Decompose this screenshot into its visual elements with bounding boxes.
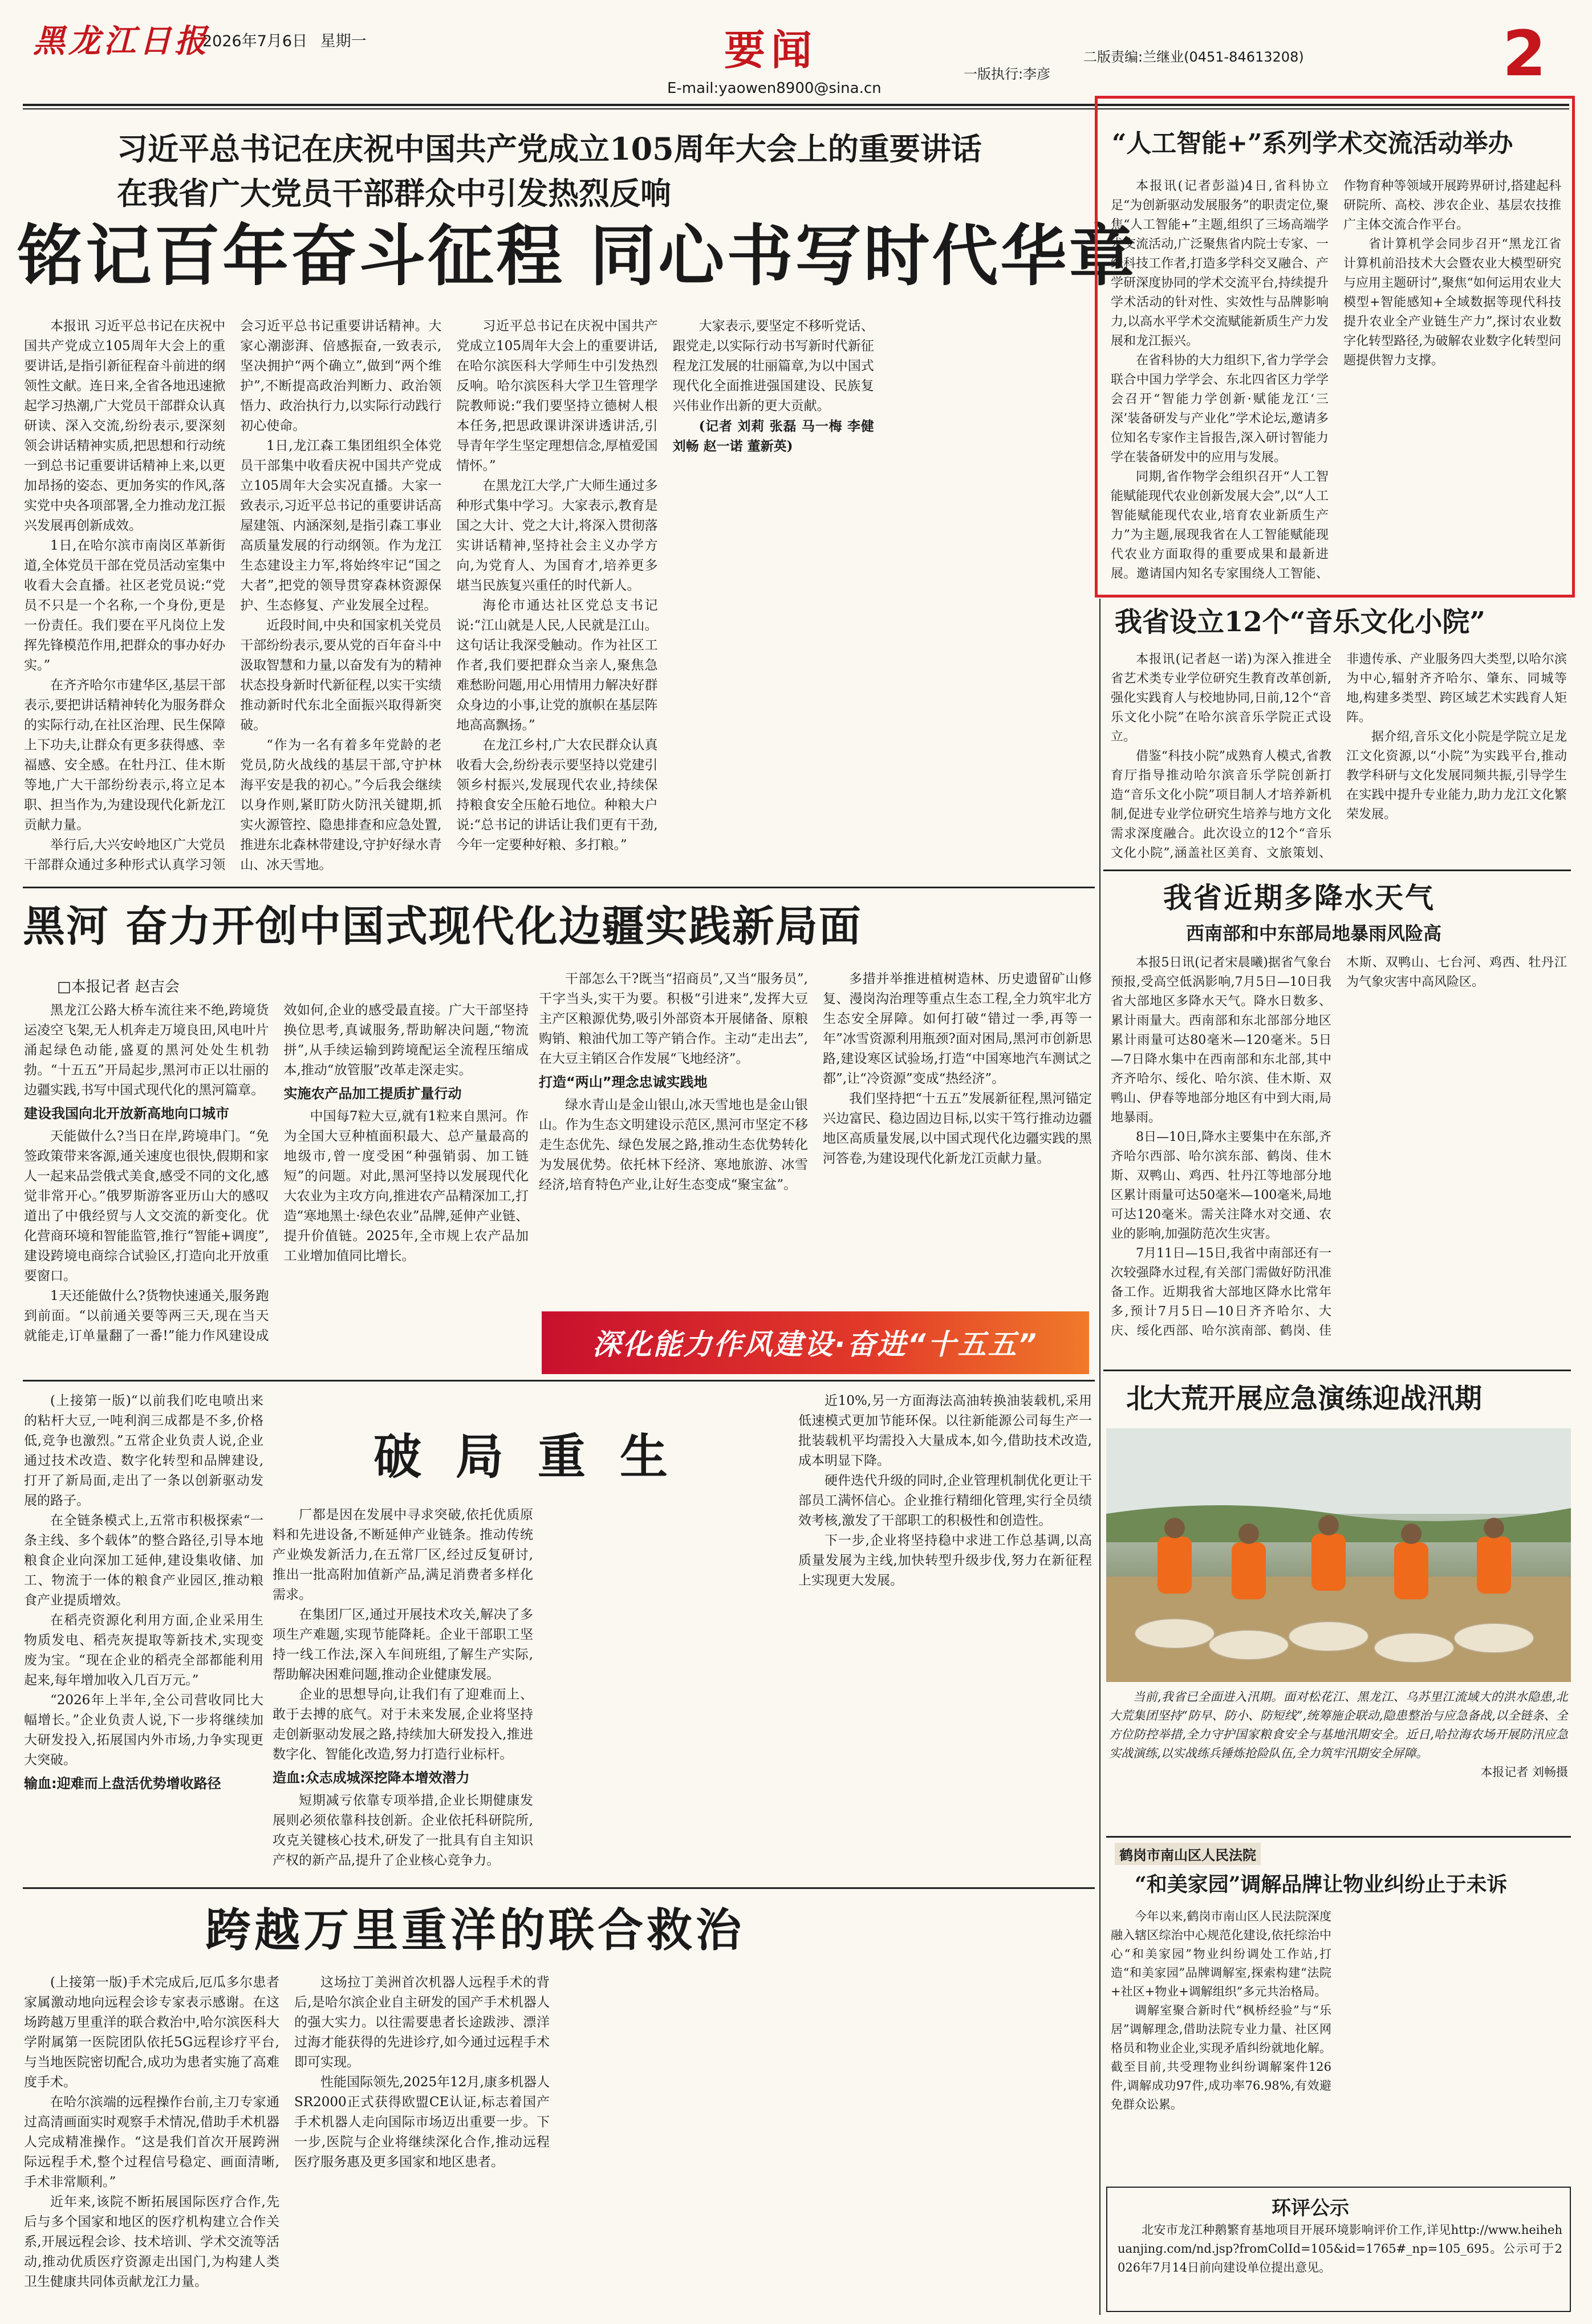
lead-paragraph: 大家表示,要坚定不移听党话、跟党走,以实际行动书写新时代新征程龙江发展的壮丽篇章,为以中国式现代化全面推进强国建设、民族复兴伟业作出新的更大贡献。 — [672, 319, 874, 413]
polu-paragraph: 企业的思想导向,让我们有了迎难而上、敢于去搏的底气。对于未来发展,企业将坚持走创新驱动发展之路,持续加大研发投入,推进数字化、智能化改造,努力打造行业标杆。 — [273, 1687, 533, 1762]
weather-body — [1111, 953, 1567, 1355]
drill-photo-credit: 本报记者 刘畅摄 — [1480, 1765, 1568, 1779]
drill-photo — [1106, 1428, 1571, 1682]
lead-paragraph: 海伦市通达社区党总支书记说:“江山就是人民,人民就是江山。这句话让我深受触动。作为社区工作者,我们要把群众当亲人,聚焦急难愁盼问题,用心用情用力解决好群众身边的小事,让党的旗帜在基层阵地高高飘扬。” — [456, 598, 658, 733]
heihe-paragraph: 我们坚持把“十五五”发展新征程,黑河锚定兴边富民、稳边固边目标,以实干笃行推动边疆地区高质量发展,以中国式现代化边疆实践的黑河答卷,为建设现代化新龙江贡献力量。 — [823, 1091, 1092, 1166]
weather-paragraph: 7月11日—15日,我省中南部还有一次较强降水过程,有关部门需做好防汛准备工作。近期我省大部地区降水比常年多,预计7月5日—10日齐齐哈尔、大庆、绥化西部、哈尔滨南部、鹤岗、佳木斯、双鸭山、七台河、鸡西、牡丹江为气象灾害中高风险区。 — [1111, 956, 1567, 1338]
polu-body-right — [798, 1391, 1092, 1882]
lead-paragraph: 本报讯 习近平总书记在庆祝中国共产党成立105周年大会上的重要讲话,是指引新征程奋斗前进的纲领性文献。连日来,全省各地迅速掀起学习热潮,广大党员干部群众认真研读、深入交流,纷纷表示,要深刻领会讲话精神实质,把思想和行动统一到总书记重要讲话精神上来,以更加昂扬的姿态、更加务实的作风,落实党中央各项部署,全力推动龙江振兴发展再创新成效。 — [24, 319, 226, 533]
page-number: 2 — [1502, 17, 1546, 90]
weather-paragraph: 本报5日讯(记者宋晨曦)据省气象台预报,受高空低涡影响,7月5日—10日我省大部地区多降水天气。降水日数多、累计雨量大。西南部和东北部部分地区累计雨量可达80毫米—120毫米。5日—7日降水集中在西南部和东北部,其中齐齐哈尔、绥化、哈尔滨、佳木斯、双鸭山、伊春等地部分地区有中到大雨,局地暴雨。 — [1111, 956, 1331, 1125]
polu-body-middle — [273, 1505, 809, 1882]
court-label: 鹤岗市南山区人民法院 — [1115, 1843, 1261, 1865]
polu-paragraph: 在全链条模式上,五常市积极探索“一条主线、多个载体”的整合路径,引导本地粮食企业向深加工延伸,建设集收储、加工、物流于一体的粮食产业园区,推动粮食产业提质增效。 — [24, 1513, 263, 1608]
heihe-paragraph: 天能做什么?当日在岸,跨境串门。“免签政策带来客源,通关速度也很快,假期和家人一起来品尝俄式美食,感受不同的文化,感觉非常开心。”俄罗斯游客亚历山大的感叹道出了中俄经贸与人文交流的新变化。优化营商环境和智能监管,推行“智能+调度”,建设跨境电商综合试验区,打造向北开放重要窗口。 — [24, 1129, 269, 1283]
weekday-text: 星期一 — [320, 32, 367, 50]
rescue-paragraph: 这场拉丁美洲首次机器人远程手术的背后,是哈尔滨企业自主研发的国产手术机器人的强大实力。以往需要患者长途跋涉、漂洋过海才能获得的先进诊疗,如今通过远程手术即可实现。 — [294, 1975, 550, 2070]
music-body — [1111, 650, 1567, 875]
lead-headline: 铭记百年奋斗征程 同心书写时代华章 — [17, 218, 1138, 295]
banner-text: 深化能力作风建设·奋进“十五五” — [592, 1328, 1038, 1361]
lead-paragraph: 在齐齐哈尔市建华区,基层干部表示,要把讲话精神转化为服务群众的实际行动,在社区治理、民生保障上下功夫,让群众有更多获得感、幸福感、安全感。在牡丹江、佳木斯等地,广大干部纷纷表示,将立足本职、担当作为,为建设现代化新龙江贡献力量。 — [24, 678, 226, 832]
lead-paragraph: “作为一名有着多年党龄的老党员,防火战线的基层干部,守护林海平安是我的初心。”今后我会继续以身作则,紧盯防火防汛关键期,抓实火源管控、隐患排查和应急处置,推进东北森林带建设,守护好绿水青山、冰天雪地。 — [240, 738, 442, 872]
polu-paragraph: 下一步,企业将坚持稳中求进工作总基调,以高质量发展为主线,加快转型升级步伐,努力在新征程上实现更大发展。 — [798, 1533, 1092, 1588]
ai-paragraph: 省计算机学会同步召开“黑龙江省计算机前沿技术大会暨农业大模型研究与应用主题研讨”,聚焦“如何运用农业大模型+智能感知+全域数据等现代科技提升农业全产业链生产力”,探讨农业数字化转型路径,为破解农业数字化转型问题提供智力支撑。 — [1343, 237, 1561, 368]
polu-paragraph: 在集团厂区,通过开展技术攻关,解决了多项生产难题,实现节能降耗。企业干部职工坚持一线工作法,深入车间班组,了解生产实际,帮助解决困难问题,推动企业健康发展。 — [273, 1607, 533, 1682]
editor-line-2: 二版责编:兰继业(0451-84613208) — [1083, 49, 1304, 65]
weather-subhead: 西南部和中东部局地暴雨风险高 — [1186, 923, 1442, 944]
ai-paragraph: 本报讯(记者彭溢)4日,省科协立足“为创新驱动发展服务”的职责定位,聚焦“人工智能+”主题,组织了三场高端学术交流活动,广泛聚焦省内院士专家、一线科技工作者,打造多学科交叉融合、产学研深度协同的学术交流平台,持续提升学术活动的针对性、实效性与品牌影响力,以高水平学术交流赋能新质生产力发展和龙江振兴。 — [1111, 179, 1329, 348]
section-divider — [23, 887, 1095, 888]
rescue-paragraph: (上接第一版)手术完成后,厄瓜多尔患者家属激动地向远程会诊专家表示感谢。在这场跨越万里重洋的联合救治中,哈尔滨医科大学附属第一医院团队依托5G远程诊疗平台,与当地医院密切配合,成功为患者实施了高难度手术。 — [24, 1975, 279, 2090]
weather-paragraph: 8日—10日,降水主要集中在东部,齐齐哈尔西部、哈尔滨东部、鹤岗、佳木斯、双鸭山、鸡西、牡丹江等地部分地区累计雨量可达50毫米—100毫米,局地可达120毫米。需关注降水对交通、农业的影响,加强防范次生灾害。 — [1111, 1130, 1331, 1241]
heihe-body-right — [539, 969, 1092, 1229]
heihe-headline: 黑河 奋力开创中国式现代化边疆实践新局面 — [23, 902, 862, 951]
lead-paragraph: 在龙江乡村,广大农民群众认真收看大会,纷纷表示要坚持以党建引领乡村振兴,发展现代农业,持续保持粮食安全压舱石地位。种粮大户说:“总书记的讲话让我们更有干劲,今年一定要种好粮、多打粮。” — [456, 738, 658, 852]
section-divider — [23, 1887, 1095, 1889]
music-paragraph: 本报讯(记者赵一诺)为深入推进全省艺术类专业学位研究生教育改革创新,强化实践育人与校地协同,日前,12个“音乐文化小院”在哈尔滨音乐学院正式设立。 — [1111, 652, 1331, 744]
heihe-paragraph: 多措并举推进植树造林、历史遗留矿山修复、漫岗沟治理等重点生态工程,全力筑牢北方生态安全屏障。如何打破“错过一季,再等一年”冰雪资源利用瓶颈?面对困局,黑河市创新思路,建设寒区试验场,打造“中国寒地汽车测试之都”,让“冷资源”变成“热经济”。 — [823, 972, 1092, 1086]
heihe-paragraph: 干部怎么干?既当“招商员”,又当“服务员”,干字当头,实干为要。积极“引进来”,发挥大豆主产区粮源优势,吸引外部资本开展储备、原粮购销、粮油代加工等产销合作。主动“走出去”,在大豆主销区合作发展“飞地经济”。 — [539, 972, 808, 1066]
polu-paragraph: 硬件迭代升级的同时,企业管理机制优化更让干部员工满怀信心。企业推行精细化管理,实行全员绩效考核,激发了干部职工的积极性和创造性。 — [798, 1473, 1092, 1528]
flood-drill-image — [1106, 1428, 1571, 1682]
heihe-paragraph: 黑龙江公路大桥车流往来不绝,跨境货运凌空飞架,无人机奔走万境良田,风电叶片涌起绿色动能,盛夏的黑河处处生机勃勃。“十五五”开局起步,黑河市正以壮丽的边疆实践,书写中国式现代化的黑河篇章。 — [24, 1003, 269, 1098]
section-divider — [23, 1380, 1095, 1382]
polu-subhead: 输血:迎难而上盘活优势增收路径 — [24, 1775, 221, 1791]
ai-paragraph: 同期,省作物学会组织召开“人工智能赋能现代农业创新发展大会”,以“人工智能赋能现代农业,培育农业新质生产力”为主题,展现我省在人工智能赋能现代农业方面取得的重要成果和最新进展。邀请国内知名专家围绕人工智能、作物育种等领域开展跨界研讨,搭建起科研院所、高校、涉农企业、基层农技推广主体交流合作平台。 — [1111, 179, 1561, 581]
drill-headline: 北大荒开展应急演练迎战汛期 — [1126, 1383, 1483, 1415]
ai-paragraph: 在省科协的大力组织下,省力学学会联合中国力学学会、东北四省区力学学会召开“智能力学创新·赋能龙江‘三深’装备研发与产业化”学术论坛,邀请多位知名专家作主旨报告,深入研讨智能力学在装备研发中的应用与发展。 — [1111, 354, 1329, 465]
heihe-subhead: 实施农产品加工提质扩量行动 — [283, 1086, 462, 1102]
campaign-banner — [542, 1311, 1089, 1374]
polu-paragraph: 短期减亏依靠专项举措,企业长期健康发展则必须依靠科技创新。企业依托科研院所,攻克关键核心技术,研发了一批具有自主知识产权的新产品,提升了企业核心竞争力。 — [273, 1793, 533, 1868]
email-line[interactable]: E-mail:yaowen8900@sina.cn — [667, 80, 882, 97]
court-paragraph: 今年以来,鹤岗市南山区人民法院深度融入辖区综治中心规范化建设,依托综治中心“和美家园”物业纠纷调处工作站,打造“和美家园”品牌调解室,探索构建“法院+社区+物业+调解组织”多元共治格局。 — [1111, 1909, 1331, 1998]
lead-paragraph: 习近平总书记在庆祝中国共产党成立105周年大会上的重要讲话,在哈尔滨医科大学师生中引发热烈反响。哈尔滨医科大学卫生管理学院教师说:“我们要坚持立德树人根本任务,把思政课讲深讲透讲活,引导青年学生坚定理想信念,厚植爱国情怀。” — [456, 319, 658, 473]
polu-paragraph: 在稻壳资源化利用方面,企业采用生物质发电、稻壳灰提取等新技术,实现变废为宝。“现在企业的稻壳全部都能利用起来,每年增加收入几百万元。” — [24, 1613, 263, 1688]
lead-paragraph: 1日,在哈尔滨市南岗区革新街道,全体党员干部在党员活动室集中收看大会直播。社区老党员说:“党员不只是一个名称,一个身份,更是一份责任。我们要在平凡岗位上发挥先锋模范作用,把群众的事办好办实。” — [24, 538, 226, 673]
heihe-body-left — [24, 1001, 529, 1366]
court-body — [1111, 1907, 1567, 2175]
lead-byline: (记者 刘莉 张磊 马一梅 李健 刘畅 赵一诺 董新英) — [672, 419, 874, 454]
weather-headline: 我省近期多降水天气 — [1163, 881, 1435, 915]
polu-body-left — [24, 1391, 263, 1882]
polu-paragraph: 近10%,另一方面海法高油转换油装载机,采用低速模式更加节能环保。以往新能源公司每生产一批装载机平均需投入大量成本,如今,借助技术改造,成本明显下降。 — [798, 1393, 1092, 1468]
column-rule — [1099, 599, 1100, 2315]
heihe-paragraph: 1天还能做什么?货物快速通关,服务跑到前面。“以前通关要等两三天,现在当天就能走,订单量翻了一番!”能力作风建设成效如何,企业的感受最直接。广大干部坚持换位思考,真诚服务,帮助解决问题,“物流拼”,从手续运输到跨境配运全流程压缩成本,推动“放管服”改革走深走实。 — [24, 1003, 529, 1343]
rescue-paragraph: 近年来,该院不断拓展国际医疗合作,先后与多个国家和地区的医疗机构建立合作关系,开展远程会诊、技术培训、学术交流等活动,推动优质医疗资源走出国门,为构建人类卫生健康共同体贡献龙江力量。 — [24, 2195, 279, 2289]
rescue-paragraph: 在哈尔滨端的远程操作台前,主刀专家通过高清画面实时观察手术情况,借助手术机器人完成精准操作。“这是我们首次开展跨洲际远程手术,整个过程信号稳定、画面清晰,手术非常顺利。” — [24, 2095, 279, 2189]
polu-subhead: 造血:众志成城深挖降本增效潜力 — [273, 1770, 470, 1786]
section-divider — [1103, 870, 1571, 871]
heihe-subhead: 建设我国向北开放新高地向口城市 — [24, 1106, 229, 1122]
music-paragraph: 借鉴“科技小院”成熟育人模式,省教育厅指导推动哈尔滨音乐学院创新打造“音乐文化小院”项目制人才培养新机制,促进专业学位研究生培养与地方文化需求深度融合。此次设立的12个“音乐文化小院”,涵盖社区美育、文旅策划、非遗传承、产业服务四大类型,以哈尔滨为中心,辐射齐齐哈尔、肇东、同城等地,构建多类型、跨区域艺术实践育人矩阵。 — [1111, 652, 1567, 860]
court-headline: “和美家园”调解品牌让物业纠纷止于未诉 — [1135, 1872, 1508, 1896]
rescue-paragraph: 性能国际领先,2025年12月,康多机器人SR2000正式获得欧盟CE认证,标志着国产手术机器人走向国际市场迈出重要一步。下一步,医院与企业将继续深化合作,推动远程医疗服务惠及更多国家和地区患者。 — [294, 2075, 550, 2169]
lead-kicker: 习近平总书记在庆祝中国共产党成立105周年大会上的重要讲话在我省广大党员干部群众中引发热烈反响 — [117, 131, 982, 212]
lead-paragraph: 举行后,大兴安岭地区广大党员干部群众通过多种形式认真学习领会习近平总书记重要讲话精神。大家心潮澎湃、倍感振奋,一致表示,坚决拥护“两个确立”,做到“两个维护”,不断提高政治判断力、政治领悟力、政治执行力,以实际行动践行初心使命。 — [24, 319, 442, 872]
heihe-byline: □本报记者 赵吉会 — [57, 978, 180, 996]
rescue-body — [24, 1973, 1090, 2315]
editor-line: 一版执行:李彦 — [964, 66, 1051, 82]
music-paragraph: 据介绍,音乐文化小院是学院立足龙江文化资源,以“小院”为实践平台,推动教学科研与文化发展同频共振,引导学生在实践中提升专业能力,助力龙江文化繁荣发展。 — [1346, 730, 1567, 822]
issue-date — [202, 29, 367, 51]
music-headline: 我省设立12个“音乐文化小院” — [1115, 606, 1486, 638]
lead-paragraph: 在黑龙江大学,广大师生通过多种形式集中学习。大家表示,教育是国之大计、党之大计,将深入贯彻落实讲话精神,坚持社会主义办学方向,为党育人、为国育才,培养更多堪当民族复兴重任的时代新人。 — [456, 478, 658, 593]
heihe-subhead: 打造“两山”理念忠诚实践地 — [539, 1074, 708, 1090]
date-text: 2026年7月6日 — [202, 32, 308, 50]
section-title: 要闻 — [724, 26, 818, 74]
polu-paragraph: (上接第一版)“以前我们吃电喷出来的粘杆大豆,一吨利润三成都是不多,价格低,竞争也激烈。”五常企业负责人说,企业通过技术改造、数字化转型和品牌建设,打开了新局面,走出了一条以创新驱动发展的路子。 — [24, 1393, 263, 1508]
heihe-paragraph: 绿水青山是金山银山,冰天雪地也是金山银山。作为生态文明建设示范区,黑河市坚定不移走生态优先、绿色发展之路,推动生态优势转化为发展优势。依托林下经济、寒地旅游、冰雪经济,培育特色产业,让好生态变成“聚宝盆”。 — [539, 1098, 808, 1192]
ai-body — [1111, 177, 1561, 587]
court-paragraph: 调解室聚合新时代“枫桥经验”与“乐居”调解理念,借助法院专业力量、社区网格员和物业企业,实现矛盾纠纷就地化解。截至目前,共受理物业纠纷调解案件126件,调解成功97件,成功率76.98%,有效避免群众讼累。 — [1111, 2004, 1331, 2111]
lead-body — [24, 316, 1090, 881]
rescue-headline: 跨越万里重洋的联合救治 — [205, 1903, 745, 1957]
lead-paragraph: 近段时间,中央和国家机关党员干部纷纷表示,要从党的百年奋斗中汲取智慧和力量,以奋发有为的精神状态投身新时代新征程,以实干实绩推动新时代东北全面振兴取得新突破。 — [240, 618, 442, 733]
section-divider — [1103, 1370, 1571, 1371]
drill-caption — [1109, 1688, 1568, 1819]
notice-body[interactable]: 北安市龙江种鹅繁育基地项目开展环境影响评价工作,详见http://www.heihehuanjing.com/nd.jsp?fromColId=105&id=1765#_np=105_695。公示可于2026年7月14日前向建设单位提出意见。 — [1118, 2223, 1562, 2274]
polu-paragraph: “2026年上半年,全公司营收同比大幅增长。”企业负责人说,下一步将继续加大研发投入,拓展国内外市场,力争实现更大突破。 — [24, 1693, 263, 1768]
heihe-paragraph: 中国每7粒大豆,就有1粒来自黑河。作为全国大豆种植面积最大、总产量最高的地级市,曾一度受困“种强销弱、加工链短”的问题。对此,黑河坚持以发展现代化大农业为主攻方向,推进农产品精深加工,打造“寒地黑土·绿色农业”品牌,延伸产业链、提升价值链。2025年,全市规上农产品加工业增加值同比增长。 — [283, 1109, 529, 1263]
polu-paragraph: 厂都是因在发展中寻求突破,依托优质原料和先进设备,不断延伸产业链条。推动传统产业焕发新活力,在五常厂区,经过反复研讨,推出一批高附加值新产品,满足消费者多样化需求。 — [273, 1508, 533, 1602]
newspaper-logo: 黑龙江日报 — [33, 22, 210, 60]
lead-paragraph: 1日,龙江森工集团组织全体党员干部集中收看庆祝中国共产党成立105周年大会实况直播。大家一致表示,习近平总书记的重要讲话高屋建瓴、内涵深刻,是指引森工事业高质量发展的行动纲领。作为龙江生态建设主力军,将始终牢记“国之大者”,把党的领导贯穿森林资源保护、生态修复、产业发展全过程。 — [240, 438, 442, 613]
ai-headline: “人工智能+”系列学术交流活动举办 — [1112, 129, 1513, 158]
polu-headline: 破局重生 — [373, 1428, 702, 1485]
notice-title: 环评公示 — [1272, 2197, 1349, 2220]
drill-caption-text: 当前,我省已全面进入汛期。面对松花江、黑龙江、乌苏里江流域大的洪水隐患,北大荒集团坚持“防早、防小、防短线”,统筹施企联动,隐患整治与应急备战,以全链条、全方位防控举措,全力守护国家粮食安全与基地汛期安全。近日,哈拉海农场开展防汛应急实战演练,以实战练兵锤炼抢险队伍,全力筑牢汛期安全屏障。 — [1109, 1690, 1568, 1760]
